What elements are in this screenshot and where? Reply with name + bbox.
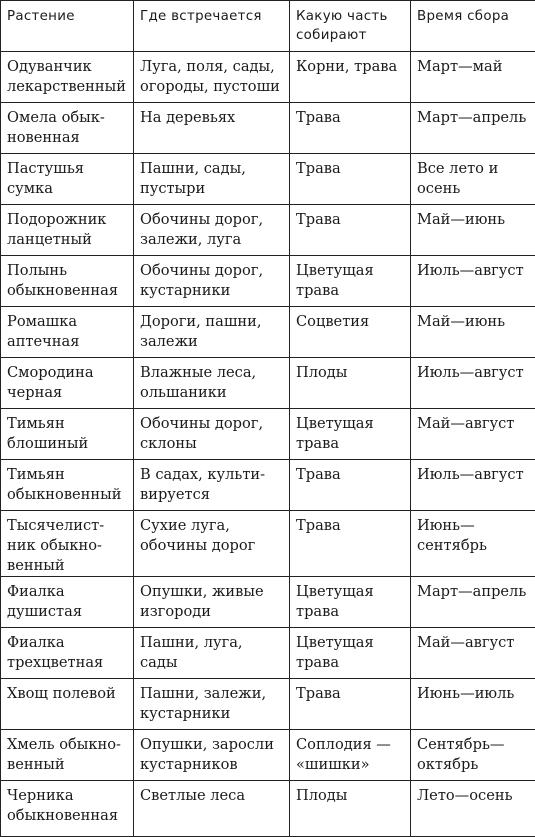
header-location: Где встречается	[134, 1, 290, 52]
table-row	[1, 781, 535, 837]
cell-plant: Одуванчик лекарственный	[1, 52, 134, 103]
cell-part-collected: Цветущая трава	[290, 256, 411, 307]
cell-plant: Пастушья сумка	[1, 154, 134, 205]
cell-collection-time: Июль—август	[411, 460, 535, 511]
table-row	[1, 730, 535, 781]
cell-part-collected: Трава	[290, 460, 411, 511]
table-row	[1, 256, 535, 307]
cell-location: Опушки, живые изгороди	[134, 577, 290, 628]
cell-location: Обочины дорог, кустарники	[134, 256, 290, 307]
cell-collection-time: Май—июнь	[411, 205, 535, 256]
header-collection-time: Время сбора	[411, 1, 535, 52]
cell-collection-time: Май—июнь	[411, 307, 535, 358]
cell-collection-time: Сентябрь— октябрь	[411, 730, 535, 781]
cell-plant: Тимьян блошиный	[1, 409, 134, 460]
table-row	[1, 307, 535, 358]
cell-collection-time: Март—апрель	[411, 103, 535, 154]
table-row	[1, 409, 535, 460]
cell-part-collected: Трава	[290, 103, 411, 154]
cell-collection-time: Май—август	[411, 628, 535, 679]
cell-part-collected: Плоды	[290, 358, 411, 409]
table-row	[1, 358, 535, 409]
cell-location: Влажные леса, ольшаники	[134, 358, 290, 409]
cell-plant: Фиалка душистая	[1, 577, 134, 628]
cell-part-collected: Цветущая трава	[290, 628, 411, 679]
table-row	[1, 205, 535, 256]
header-plant: Растение	[1, 1, 134, 52]
header-row	[1, 1, 535, 52]
cell-plant: Тимьян обыкновенный	[1, 460, 134, 511]
cell-part-collected: Соцветия	[290, 307, 411, 358]
table-row	[1, 511, 535, 577]
cell-location: В садах, культи- вируется	[134, 460, 290, 511]
table-row	[1, 460, 535, 511]
cell-collection-time: Все лето и осень	[411, 154, 535, 205]
table-body	[1, 52, 535, 837]
cell-plant: Подорожник ланцетный	[1, 205, 134, 256]
cell-collection-time: Июль—август	[411, 256, 535, 307]
cell-part-collected: Трава	[290, 511, 411, 577]
cell-collection-time: Март—апрель	[411, 577, 535, 628]
cell-location: Дороги, пашни, залежи	[134, 307, 290, 358]
table-row	[1, 103, 535, 154]
cell-location: Пашни, луга, сады	[134, 628, 290, 679]
table-row	[1, 52, 535, 103]
table-row	[1, 679, 535, 730]
cell-part-collected: Цветущая трава	[290, 577, 411, 628]
cell-plant: Смородина черная	[1, 358, 134, 409]
cell-plant: Фиалка трехцветная	[1, 628, 134, 679]
cell-location: Пашни, сады, пустыри	[134, 154, 290, 205]
cell-collection-time: Май—август	[411, 409, 535, 460]
table-row	[1, 577, 535, 628]
cell-location: Сухие луга, обочины дорог	[134, 511, 290, 577]
cell-plant: Хмель обыкно- венный	[1, 730, 134, 781]
cell-part-collected: Соплодия — «шишки»	[290, 730, 411, 781]
table-header	[1, 1, 535, 52]
cell-part-collected: Цветущая трава	[290, 409, 411, 460]
cell-part-collected: Корни, трава	[290, 52, 411, 103]
cell-plant: Омела обык- новенная	[1, 103, 134, 154]
cell-part-collected: Трава	[290, 154, 411, 205]
cell-location: Светлые леса	[134, 781, 290, 837]
cell-collection-time: Март—май	[411, 52, 535, 103]
cell-plant: Хвощ полевой	[1, 679, 134, 730]
header-part-collected: Какую часть собирают	[290, 1, 411, 52]
cell-location: Обочины дорог, склоны	[134, 409, 290, 460]
cell-part-collected: Трава	[290, 205, 411, 256]
cell-location: Пашни, залежи, кустарники	[134, 679, 290, 730]
cell-plant: Черника обыкновенная	[1, 781, 134, 837]
cell-location: Опушки, заросли кустарников	[134, 730, 290, 781]
cell-collection-time: Лето—осень	[411, 781, 535, 837]
cell-collection-time: Июнь—июль	[411, 679, 535, 730]
cell-location: Луга, поля, сады, огороды, пустоши	[134, 52, 290, 103]
cell-collection-time: Июль—август	[411, 358, 535, 409]
cell-plant: Полынь обыкновенная	[1, 256, 134, 307]
cell-collection-time: Июнь— сентябрь	[411, 511, 535, 577]
cell-plant: Тысячелист- ник обыкно- венный	[1, 511, 134, 577]
cell-part-collected: Трава	[290, 679, 411, 730]
cell-location: На деревьях	[134, 103, 290, 154]
cell-part-collected: Плоды	[290, 781, 411, 837]
cell-plant: Ромашка аптечная	[1, 307, 134, 358]
cell-location: Обочины дорог, залежи, луга	[134, 205, 290, 256]
table-row	[1, 628, 535, 679]
table-row	[1, 154, 535, 205]
